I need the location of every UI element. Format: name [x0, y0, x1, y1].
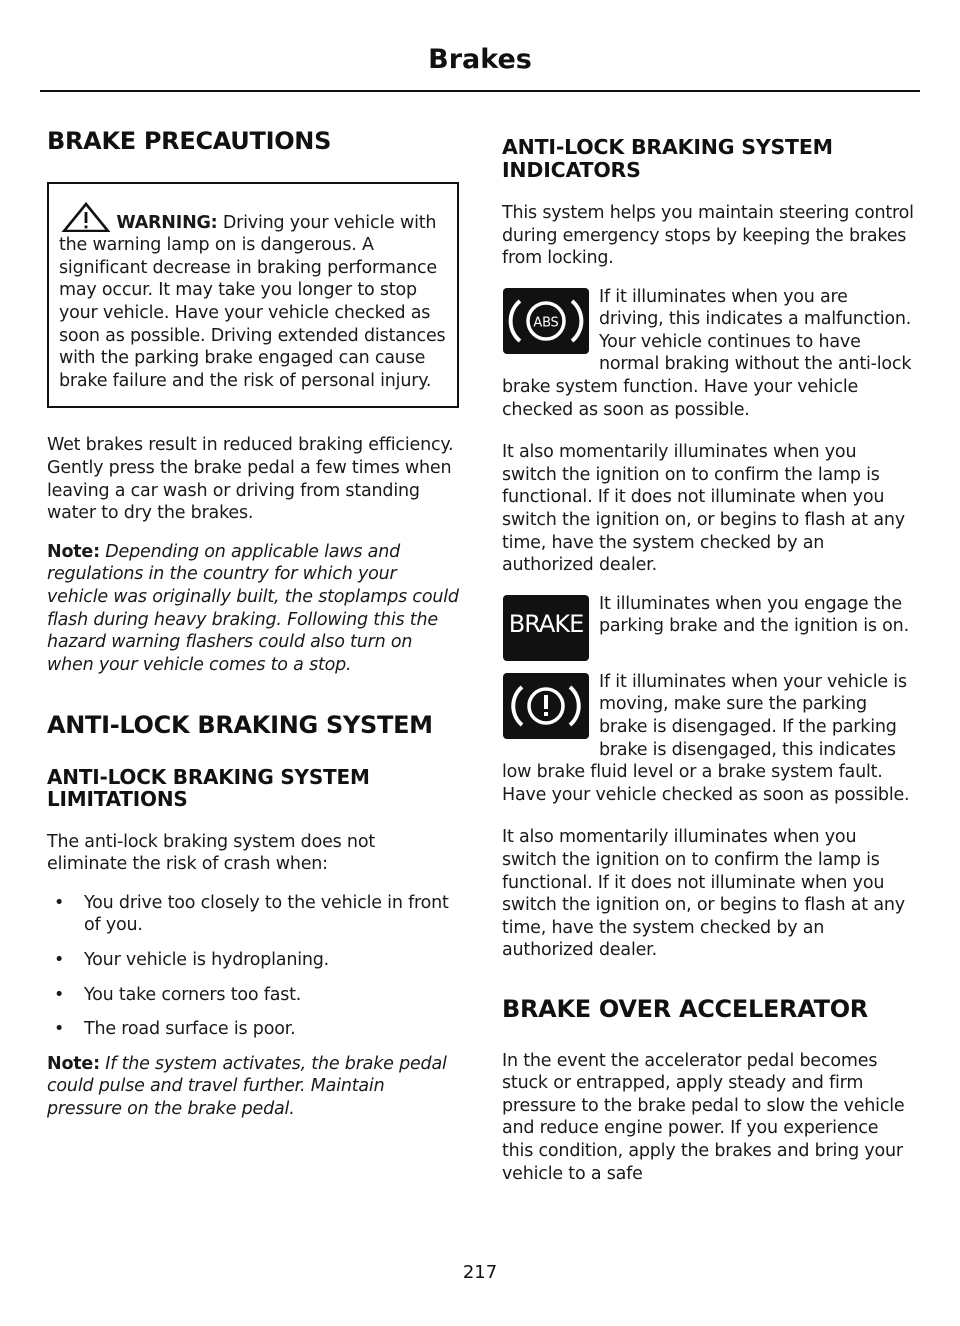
wet-brakes-paragraph: Wet brakes result in reduced braking efficiency. Gently press the brake pedal a few times when leaving a car wash or driving from standing water to dry the brakes. [47, 435, 454, 524]
note-text: Depending on applicable laws and regulations in the country for which your vehicle was originally built, the stoplamps could flash during heavy braking. Following this the hazard warning flashers could also turn on when your vehicle comes to a stop. [47, 541, 459, 675]
note-label: Note: [47, 541, 100, 562]
abs-lamp-paragraph [502, 286, 914, 422]
abs-momentary-paragraph: It also momentarily illuminates when you switch the ignition on to confirm the lamp is functional. If it does not illuminate when you switch the ignition on, or begins to flash at any time, have the system checked by an authorized dealer. [502, 442, 905, 576]
note-brake-pedal [47, 1053, 459, 1121]
brake-warning-lamp-icon [503, 595, 589, 661]
warning-label: WARNING: [116, 212, 218, 233]
list-item: • Your vehicle is hydroplaning. [47, 949, 459, 972]
limitations-list [47, 892, 459, 1041]
list-item: • You take corners too fast. [47, 984, 459, 1007]
limitations-intro: The anti-lock braking system does not eliminate the risk of crash when: [47, 831, 375, 875]
page-title: Brakes [428, 44, 532, 75]
heading-anti-lock-braking-system: ANTI-LOCK BRAKING SYSTEM [47, 711, 433, 740]
brake-lamp-text: BRAKE [508, 609, 584, 638]
brake-fault-lamp-icon [503, 673, 589, 739]
abs-warning-lamp-icon [503, 288, 589, 354]
page-header [0, 0, 960, 96]
warning-triangle-icon [61, 202, 111, 232]
indicators-intro: This system helps you maintain steering control during emergency stops by keeping the brakes from locking. [502, 202, 914, 269]
list-item: • The road surface is poor. [47, 1018, 459, 1041]
brake-parking-text: It illuminates when you engage the parking brake and the ignition is on. [599, 593, 909, 637]
brake-over-accelerator-paragraph: In the event the accelerator pedal becomes stuck or entrapped, apply steady and firm pressure to the brake pedal to slow the vehicle and reduce engine power. If you experience this condition, apply the brakes and bring your vehicle to a safe [502, 1050, 905, 1184]
warning-text: Driving your vehicle with the warning lamp on is dangerous. A significant decrease in braking performance may occur. It may take you longer to stop your vehicle. Have your vehicle checked as soon as possible. Driving extended distances with the parking brake engaged can cause brake failure and the risk of personal injury. [59, 212, 446, 391]
warning-paragraph [59, 202, 448, 393]
right-column [502, 128, 914, 1201]
note-label: Note: [47, 1053, 100, 1074]
heading-abs-indicators: ANTI-LOCK BRAKING SYSTEM INDICATORS [502, 135, 833, 182]
brake-lamp-paragraph [502, 593, 914, 661]
left-column [47, 128, 459, 1137]
abs-lamp-text: ABS [533, 315, 559, 331]
note-stoplamps [47, 541, 459, 677]
brake-moving-text: If it illuminates when your vehicle is moving, make sure the parking brake is disengaged. If the parking brake is disengaged, this indicates low brake fluid level or a brake system fault. Have your vehicle checked as soon as possible. [502, 671, 910, 805]
warning-box [47, 182, 459, 409]
abs-lamp-text-paragraph: If it illuminates when you are driving, this indicates a malfunction. Your vehicle continues to have normal braking without the anti-lock brake system function. Have your vehicle checked as soon as possible. [502, 286, 912, 420]
heading-abs-limitations: ANTI-LOCK BRAKING SYSTEM LIMITATIONS [47, 764, 370, 812]
heading-brake-over-accelerator: BRAKE OVER ACCELERATOR [502, 994, 868, 1023]
heading-brake-precautions: BRAKE PRECAUTIONS [47, 127, 332, 155]
brake-momentary-paragraph: It also momentarily illuminates when you switch the ignition on to confirm the lamp is functional. If it does not illuminate when you switch the ignition on, or begins to flash at any time, have the system checked by an authorized dealer. [502, 827, 905, 961]
header-divider [40, 90, 920, 92]
page-number: 217 [462, 1262, 498, 1283]
note-text: If the system activates, the brake pedal could pulse and travel further. Maintain pressure on the brake pedal. [47, 1053, 447, 1119]
brake-fault-paragraph [502, 671, 914, 807]
list-item: • You drive too closely to the vehicle in front of you. [47, 892, 459, 937]
